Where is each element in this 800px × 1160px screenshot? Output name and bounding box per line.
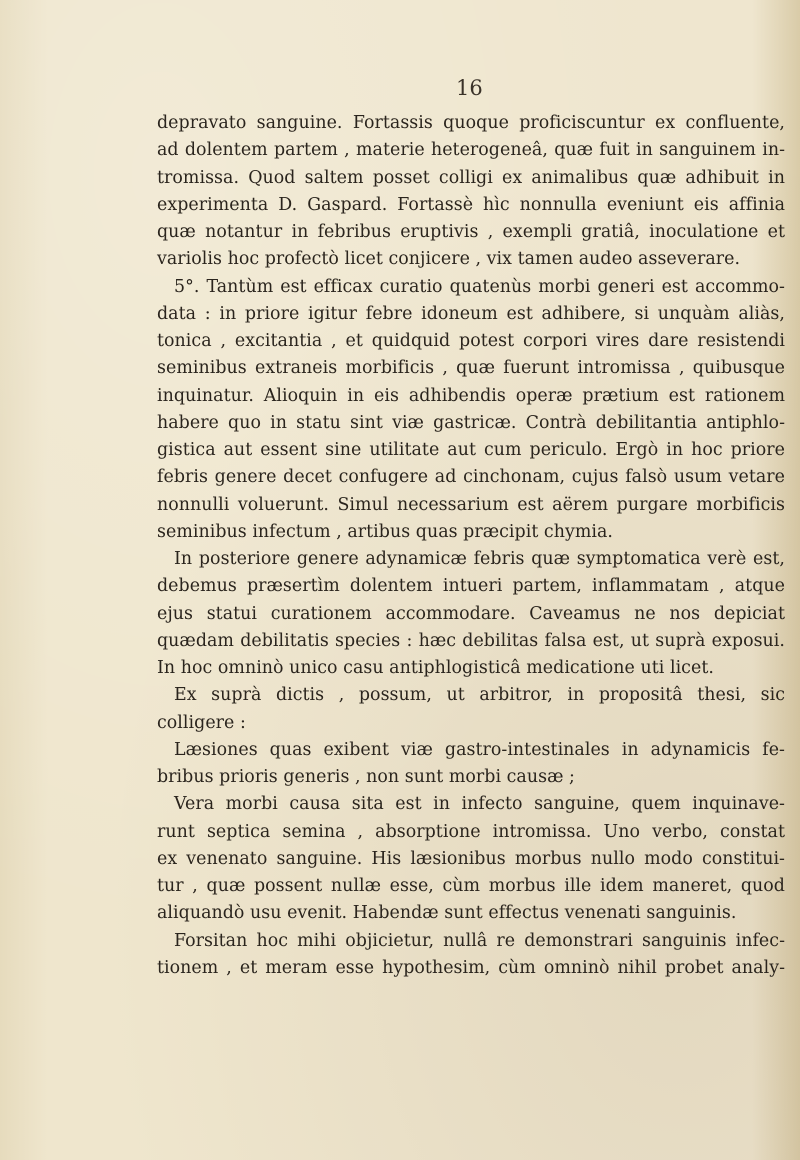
- text-line: In posteriore genere adynamicæ febris quæ symptomatica verè est,: [174, 549, 785, 569]
- text-line: Ex suprà dictis , possum, ut arbitror, in propositâ thesi, sic: [174, 685, 785, 706]
- text-line: tur , quæ possent nullæ esse, cùm morbus ille idem maneret, quod: [157, 876, 785, 896]
- text-line: tromissa. Quod saltem posset colligi ex animalibus quæ adhibuit in: [157, 167, 785, 188]
- text-line: debemus præsertìm dolentem intueri partem, inflammatam , atque: [157, 576, 785, 597]
- page-number: 16: [456, 76, 483, 100]
- text-line: colligere :: [157, 712, 246, 733]
- text-line: habere quo in statu sint viæ gastricæ. Contrà debilitantia antiphlo-: [157, 412, 785, 433]
- text-line: quædam debilitatis species : hæc debilitas falsa est, ut suprà exposui.: [157, 630, 785, 651]
- text-line: quæ notantur in febribus eruptivis , exempli gratiâ, inoculatione et: [157, 222, 785, 242]
- text-line: variolis hoc profectò licet conjicere , vix tamen audeo asseverare.: [157, 249, 741, 270]
- text-line: experimenta D. Gaspard. Fortassè hìc nonnulla eveniunt eis affinia: [157, 194, 785, 215]
- text-line: Vera morbi causa sita est in infecto sanguine, quem inquinave-: [174, 794, 785, 815]
- text-line: tonica , excitantia , et quidquid potest corpori vires dare resistendi: [157, 331, 785, 351]
- text-line: nonnulli voluerunt. Simul necessarium est aërem purgare morbificis: [157, 494, 785, 515]
- text-line: runt septica semina , absorptione intromissa. Uno verbo, constat: [157, 821, 785, 842]
- text-line: seminibus extraneis morbificis , quæ fuerunt intromissa , quibusque: [157, 358, 785, 379]
- body-text: [157, 110, 785, 982]
- text-line: ad dolentem partem , materie heterogeneâ, quæ fuit in sanguinem in-: [157, 140, 785, 161]
- text-line: tionem , et meram esse hypothesim, cùm omninò nihil probet analy-: [157, 957, 785, 978]
- text-line: Læsiones quas exibent viæ gastro-intestinales in adynamicis fe-: [174, 739, 785, 760]
- text-line: bribus prioris generis , non sunt morbi causæ ;: [157, 767, 575, 787]
- text-line: febris genere decet confugere ad cinchonam, cujus falsò usum vetare: [157, 467, 785, 488]
- text-line: In hoc omninò unico casu antiphlogisticâ medicatione uti licet.: [157, 658, 714, 678]
- text-line: ejus statui curationem accommodare. Caveamus ne nos depiciat: [157, 603, 785, 624]
- text-line: 5°. Tantùm est efficax curatio quatenùs morbi generi est accommo-: [174, 276, 785, 297]
- text-line: aliquandò usu evenit. Habendæ sunt effectus venenati sanguinis.: [157, 903, 737, 924]
- text-line: seminibus infectum , artibus quas præcipit chymia.: [157, 521, 613, 542]
- text-line: ex venenato sanguine. His læsionibus morbus nullo modo constitui-: [157, 848, 785, 869]
- text-line: depravato sanguine. Fortassis quoque proficiscuntur ex confluente,: [157, 113, 785, 133]
- text-line: Forsitan hoc mihi objicietur, nullâ re demonstrari sanguinis infec-: [174, 930, 785, 951]
- text-line: gistica aut essent sine utilitate aut cum periculo. Ergò in hoc priore: [157, 440, 785, 460]
- text-line: data : in priore igitur febre idoneum est adhibere, si unquàm aliàs,: [157, 303, 785, 324]
- text-line: inquinatur. Alioquin in eis adhibendis operæ prætium est rationem: [157, 385, 785, 406]
